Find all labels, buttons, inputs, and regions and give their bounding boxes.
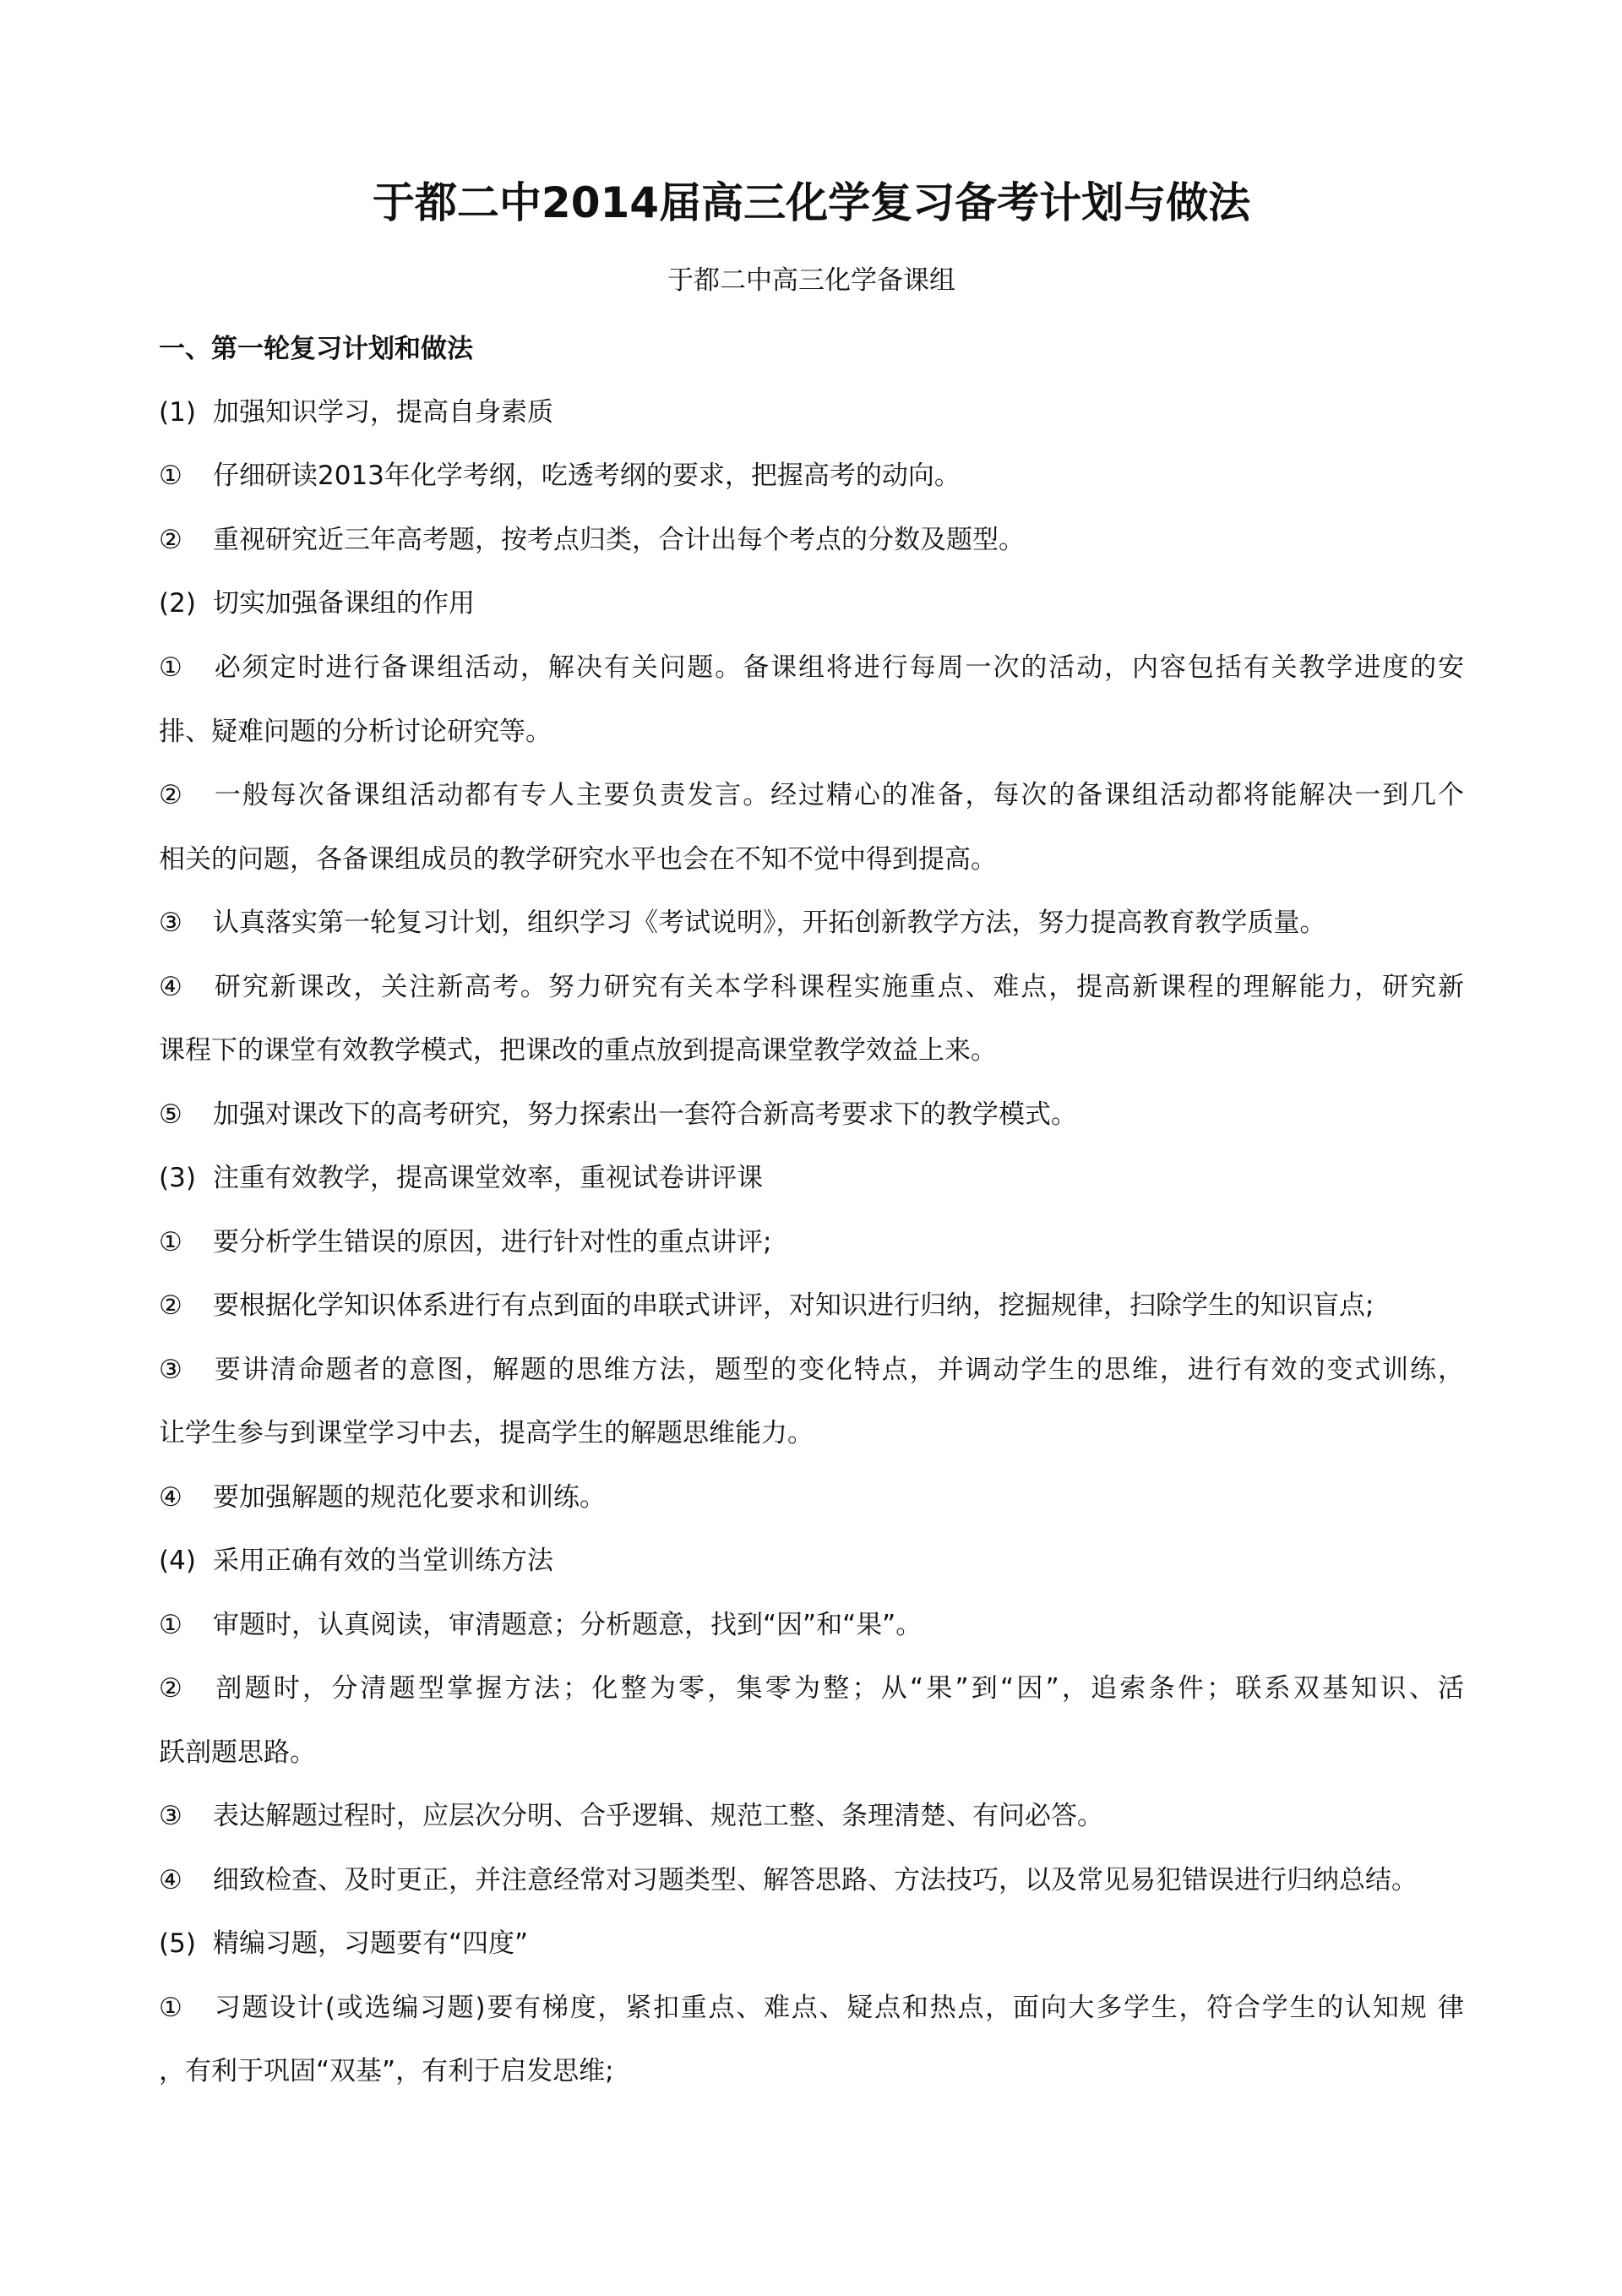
- subsection-text: 注重有效教学，提高课堂效率，重视试卷讲评课: [213, 1163, 763, 1193]
- list-item-continuation: 让学生参与到课堂学习中去，提高学生的解题思维能力。: [159, 1418, 814, 1448]
- list-item-text: 习题设计(或选编习题)要有梯度，紧扣重点、难点、疑点和热点，面向大多学生，符合学生的认知规 律: [213, 1993, 1464, 2023]
- list-marker: ⑤: [159, 1099, 182, 1130]
- list-marker: ①: [159, 652, 182, 683]
- list-marker: ③: [159, 1801, 182, 1831]
- subsection-text: 切实加强备课组的作用: [213, 588, 475, 619]
- list-item: [159, 905, 1464, 941]
- list-item-text: 剖题时，分清题型掌握方法；化整为零，集零为整；从“果”到“因”，追索条件；联系双基知识、活: [213, 1673, 1464, 1704]
- list-item-text: 细致检查、及时更正，并注意经常对习题类型、解答思路、方法技巧，以及常见易犯错误进行归纳总结。: [213, 1865, 1418, 1895]
- subsection-text: 采用正确有效的当堂训练方法: [213, 1546, 553, 1576]
- list-item: [159, 1607, 1464, 1643]
- list-item: [159, 777, 1464, 813]
- list-marker: ②: [159, 1290, 182, 1321]
- subsection-text: 精编习题，习题要有“四度”: [213, 1928, 529, 1959]
- list-item: [159, 1671, 1464, 1706]
- list-marker: ②: [159, 1673, 182, 1704]
- subsection-heading-3: [159, 1160, 1464, 1196]
- list-item: [159, 969, 1464, 1005]
- list-marker: ①: [159, 1993, 182, 2023]
- list-item-text: 必须定时进行备课组活动，解决有关问题。备课组将进行每周一次的活动，内容包括有关教学进度的安: [213, 652, 1464, 683]
- subsection-text: 加强知识学习，提高自身素质: [213, 397, 553, 428]
- list-item-continuation: 跃剖题思路。: [159, 1737, 316, 1768]
- subsection-heading-2: [159, 586, 1464, 621]
- list-marker: ②: [159, 780, 182, 810]
- list-item: [159, 458, 1464, 494]
- section-heading-first-round: 一、第一轮复习计划和做法: [159, 334, 473, 364]
- list-item: [159, 1288, 1464, 1323]
- list-item-text: 研究新课改，关注新高考。努力研究有关本学科课程实施重点、难点，提高新课程的理解能力，研究新: [213, 972, 1464, 1002]
- list-marker: ①: [159, 461, 182, 491]
- list-item: [159, 1480, 1464, 1515]
- list-item-text: 审题时，认真阅读，审清题意；分析题意，找到“因”和“果”。: [213, 1610, 923, 1640]
- list-marker: ①: [159, 1610, 182, 1640]
- list-item: [159, 1990, 1464, 2026]
- list-item: [159, 650, 1464, 685]
- list-item: [159, 1097, 1464, 1132]
- list-marker: ④: [159, 972, 182, 1002]
- subsection-heading-5: [159, 1926, 1464, 1961]
- list-item: [159, 522, 1464, 558]
- list-item-text: 要分析学生错误的原因，进行针对性的重点讲评;: [213, 1227, 772, 1257]
- list-item-text: 仔细研读2013年化学考纲，吃透考纲的要求，把握高考的动向。: [213, 461, 961, 491]
- list-item-text: 加强对课改下的高考研究，努力探索出一套符合新高考要求下的教学模式。: [213, 1099, 1077, 1130]
- list-item-text: 认真落实第一轮复习计划，组织学习《考试说明》，开拓创新教学方法，努力提高教育教学质量。: [213, 908, 1326, 938]
- list-item-continuation: ，有利于巩固“双基”，有利于启发思维;: [159, 2056, 614, 2086]
- subsection-heading-4: [159, 1543, 1464, 1579]
- list-marker: ①: [159, 1227, 182, 1257]
- list-item-text: 表达解题过程时，应层次分明、合乎逻辑、规范工整、条理清楚、有问必答。: [213, 1801, 1103, 1831]
- list-item-continuation: 相关的问题，各备课组成员的教学研究水平也会在不知不觉中得到提高。: [159, 844, 997, 875]
- document-subtitle: 于都二中高三化学备课组: [667, 265, 955, 296]
- list-marker: ④: [159, 1865, 182, 1895]
- list-marker: ③: [159, 908, 182, 938]
- list-item: [159, 1352, 1464, 1388]
- list-item: [159, 1224, 1464, 1260]
- list-marker: (3): [159, 1163, 196, 1193]
- document-title: 于都二中2014届高三化学复习备考计划与做法: [372, 178, 1251, 227]
- list-item-text: 一般每次备课组活动都有专人主要负责发言。经过精心的准备，每次的备课组活动都将能解决一到几个: [213, 780, 1464, 810]
- list-item-continuation: 课程下的课堂有效教学模式，把课改的重点放到提高课堂教学效益上来。: [159, 1035, 997, 1066]
- list-marker: (1): [159, 397, 196, 428]
- subsection-heading-1: [159, 395, 1464, 430]
- list-item: [159, 1862, 1464, 1898]
- list-marker: ③: [159, 1355, 182, 1385]
- list-marker: (2): [159, 588, 196, 619]
- list-marker: (4): [159, 1546, 196, 1576]
- list-item-text: 要讲清命题者的意图，解题的思维方法，题型的变化特点，并调动学生的思维，进行有效的变式训练，: [213, 1355, 1464, 1385]
- list-item-text: 要加强解题的规范化要求和训练。: [213, 1482, 606, 1513]
- list-item-text: 要根据化学知识体系进行有点到面的串联式讲评，对知识进行归纳，挖掘规律，扫除学生的知识盲点;: [213, 1290, 1374, 1321]
- list-item: [159, 1798, 1464, 1834]
- list-marker: (5): [159, 1928, 196, 1959]
- list-item-continuation: 排、疑难问题的分析讨论研究等。: [159, 717, 552, 747]
- list-marker: ②: [159, 525, 182, 555]
- list-marker: ④: [159, 1482, 182, 1513]
- list-item-text: 重视研究近三年高考题，按考点归类，合计出每个考点的分数及题型。: [213, 525, 1025, 555]
